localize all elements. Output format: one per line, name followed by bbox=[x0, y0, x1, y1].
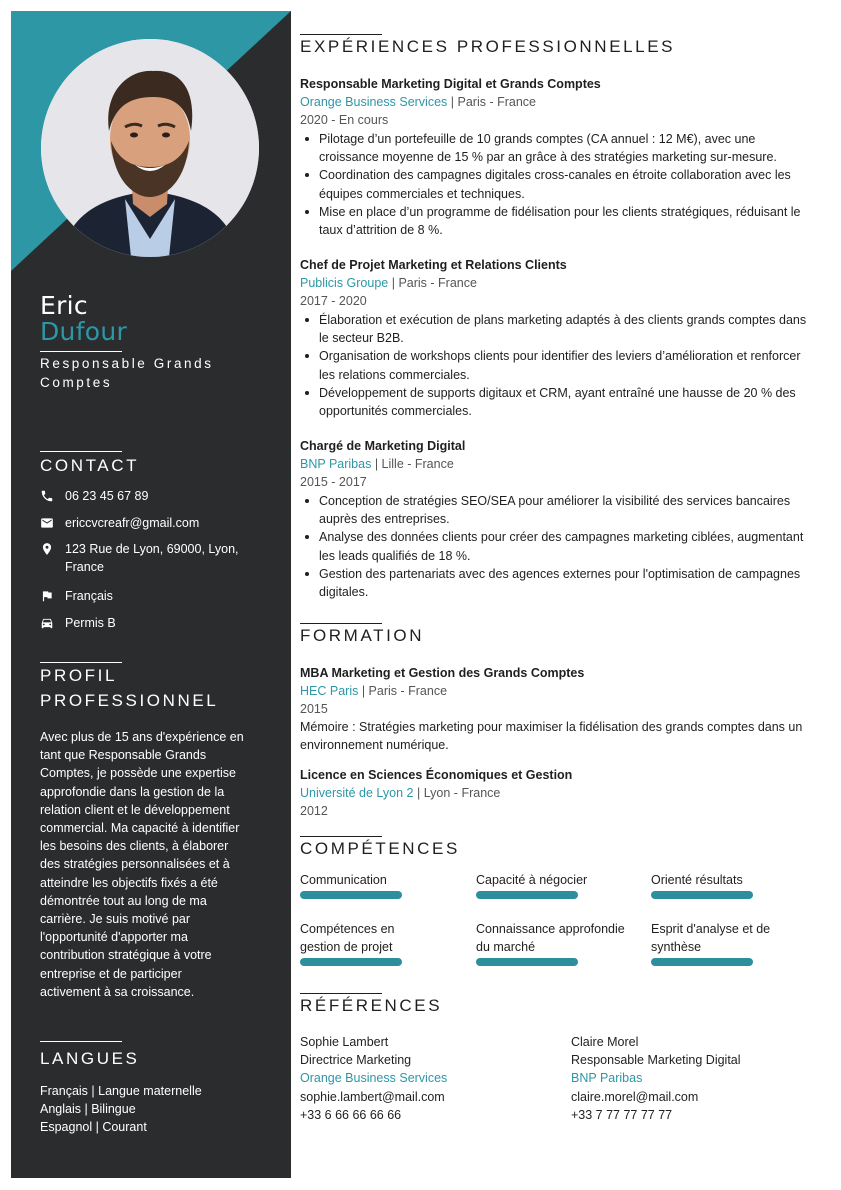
skill-label: Communication bbox=[300, 873, 387, 887]
education-note: Mémoire : Stratégies marketing pour maximiser la fidélisation des grands comptes dans un environnement numérique. bbox=[300, 720, 803, 753]
reference-name: Claire Morel bbox=[571, 1035, 639, 1049]
education-title: MBA Marketing et Gestion des Grands Comptes bbox=[300, 666, 585, 680]
experience-bullet: Développement de supports digitaux et CRM, ayant entraîné une hausse de 20 % des opportunités commerciales. bbox=[300, 384, 815, 420]
car-icon bbox=[40, 616, 54, 630]
profile-text: Avec plus de 15 ans d'expérience en tant que Responsable Grands Comptes, je possède une expertise approfondie dans la gestion de la relation client et le développement commercial. Ma capacité à identifier les besoins des clients, à élaborer des stratégies personnalisées et à atteindre les objectifs fixés a été démontrée tout au long de ma carrière. Je suis motivé par l'opportunité d'apporter ma contribution stratégique à votre entreprise et de participer activement à sa croissance. bbox=[40, 730, 244, 999]
skill-item bbox=[651, 920, 801, 956]
skill-label: Capacité à négocier bbox=[476, 873, 588, 887]
skill-item bbox=[476, 920, 636, 956]
job-title: Responsable Grands Comptes bbox=[40, 356, 214, 390]
experience-dates: 2020 - En cours bbox=[300, 113, 389, 127]
reference-email: sophie.lambert@mail.com bbox=[300, 1089, 445, 1104]
phone-icon bbox=[40, 489, 54, 503]
last-name: Dufour bbox=[40, 317, 128, 346]
contact-license-text: Permis B bbox=[65, 616, 116, 630]
skill-bar bbox=[651, 958, 753, 966]
skill-item bbox=[300, 871, 450, 889]
name-divider bbox=[40, 351, 122, 352]
languages-heading: LANGUES bbox=[40, 1049, 140, 1068]
flag-icon bbox=[40, 589, 54, 603]
education-school: HEC Paris bbox=[300, 684, 359, 698]
experience-dates: 2017 - 2020 bbox=[300, 294, 367, 308]
experience-entry bbox=[300, 437, 815, 601]
education-year: 2015 bbox=[300, 702, 328, 716]
languages-list bbox=[40, 1082, 270, 1137]
skill-item bbox=[300, 920, 420, 956]
experience-company: Orange Business Services bbox=[300, 95, 448, 109]
experience-title: Chef de Projet Marketing et Relations Clients bbox=[300, 258, 567, 272]
skill-item bbox=[651, 871, 801, 889]
language-item: Espagnol | Courant bbox=[40, 1120, 147, 1135]
reference-card bbox=[300, 1033, 550, 1124]
experience-heading: EXPÉRIENCES PROFESSIONNELLES bbox=[300, 37, 676, 56]
references-heading: RÉFÉRENCES bbox=[300, 996, 443, 1015]
experience-entry bbox=[300, 256, 815, 420]
reference-card bbox=[571, 1033, 821, 1124]
experience-bullet: Organisation de workshops clients pour identifier des leviers d’amélioration et renforcer les relations commerciales. bbox=[300, 347, 815, 383]
skill-label: Esprit d'analyse et de synthèse bbox=[651, 922, 771, 955]
contact-license bbox=[40, 614, 270, 632]
skill-bar bbox=[476, 891, 578, 899]
profile-photo bbox=[41, 39, 259, 257]
language-item: Français | Langue maternelle bbox=[40, 1084, 202, 1098]
profile-heading: PROFIL PROFESSIONNEL bbox=[40, 666, 219, 710]
experience-entry bbox=[300, 75, 815, 239]
experience-location: | Paris - France bbox=[388, 276, 477, 290]
first-name: Eric bbox=[40, 291, 88, 320]
skill-item bbox=[476, 871, 626, 889]
experience-company: Publicis Groupe bbox=[300, 276, 389, 290]
experience-bullet: Analyse des données clients pour créer des campagnes marketing ciblées, augmentant les leads qualifiés de 18 %. bbox=[300, 528, 815, 564]
contact-phone bbox=[40, 487, 270, 505]
skill-bar bbox=[476, 958, 578, 966]
experience-dates: 2015 - 2017 bbox=[300, 475, 367, 489]
skills-heading: COMPÉTENCES bbox=[300, 839, 460, 858]
reference-phone: +33 7 77 77 77 77 bbox=[571, 1107, 673, 1122]
contact-nationality-text: Français bbox=[65, 589, 113, 603]
experience-location: | Paris - France bbox=[447, 95, 536, 109]
experience-bullet: Pilotage d’un portefeuille de 10 grands comptes (CA annuel : 12 M€), avec une croissance moyenne de 15 % par an grâce à des stratégies marketing sur-mesure. bbox=[300, 130, 815, 166]
contact-divider bbox=[40, 451, 122, 452]
reference-phone: +33 6 66 66 66 66 bbox=[300, 1107, 402, 1122]
contact-email bbox=[40, 514, 270, 532]
experience-location: | Lille - France bbox=[371, 457, 454, 471]
language-item: Anglais | Bilingue bbox=[40, 1102, 136, 1117]
contact-nationality bbox=[40, 587, 270, 605]
languages-divider bbox=[40, 1041, 122, 1042]
experience-title: Responsable Marketing Digital et Grands Comptes bbox=[300, 77, 601, 91]
contact-heading: CONTACT bbox=[40, 456, 140, 475]
experience-bullet: Élaboration et exécution de plans marketing adaptés à des clients grands comptes dans le secteur B2B. bbox=[300, 311, 815, 347]
reference-email: claire.morel@mail.com bbox=[571, 1089, 699, 1104]
skill-label: Connaissance approfondie du marché bbox=[476, 922, 625, 955]
email-icon bbox=[40, 516, 54, 530]
location-pin-icon bbox=[40, 542, 54, 556]
skill-label: Compétences en gestion de projet bbox=[300, 922, 395, 955]
contact-address bbox=[40, 540, 270, 576]
education-location: | Lyon - France bbox=[413, 786, 501, 800]
experience-company: BNP Paribas bbox=[300, 457, 372, 471]
reference-role: Directrice Marketing bbox=[300, 1053, 412, 1068]
skill-bar bbox=[300, 891, 402, 899]
experience-bullet: Conception de stratégies SEO/SEA pour améliorer la visibilité des services bancaires auprès des entreprises. bbox=[300, 492, 815, 528]
reference-name: Sophie Lambert bbox=[300, 1035, 389, 1049]
experience-bullet: Coordination des campagnes digitales cross-canales en étroite collaboration avec les équipes commerciales et techniques. bbox=[300, 166, 815, 202]
reference-company: Orange Business Services bbox=[300, 1071, 448, 1086]
education-title: Licence en Sciences Économiques et Gestion bbox=[300, 768, 573, 782]
experience-bullet: Gestion des partenariats avec des agences externes pour l'optimisation de campagnes digitales. bbox=[300, 565, 815, 601]
education-location: | Paris - France bbox=[358, 684, 448, 698]
skill-bar bbox=[300, 958, 402, 966]
reference-company: BNP Paribas bbox=[571, 1071, 643, 1086]
education-school: Université de Lyon 2 bbox=[300, 786, 414, 800]
contact-email-text: ericcvcreafr@gmail.com bbox=[65, 516, 200, 530]
contact-address-text: 123 Rue de Lyon, 69000, Lyon, France bbox=[65, 542, 239, 574]
skill-label: Orienté résultats bbox=[651, 873, 743, 887]
education-year: 2012 bbox=[300, 804, 328, 818]
reference-role: Responsable Marketing Digital bbox=[571, 1053, 741, 1068]
contact-phone-text: 06 23 45 67 89 bbox=[65, 489, 149, 503]
experience-title: Chargé de Marketing Digital bbox=[300, 439, 466, 453]
skill-bar bbox=[651, 891, 753, 899]
education-entry bbox=[300, 766, 815, 820]
experience-bullet: Mise en place d’un programme de fidélisation pour les clients stratégiques, réduisant le taux d’attrition de 8 %. bbox=[300, 203, 815, 239]
education-heading: FORMATION bbox=[300, 626, 425, 645]
profile-divider bbox=[40, 662, 122, 663]
education-entry bbox=[300, 664, 815, 754]
